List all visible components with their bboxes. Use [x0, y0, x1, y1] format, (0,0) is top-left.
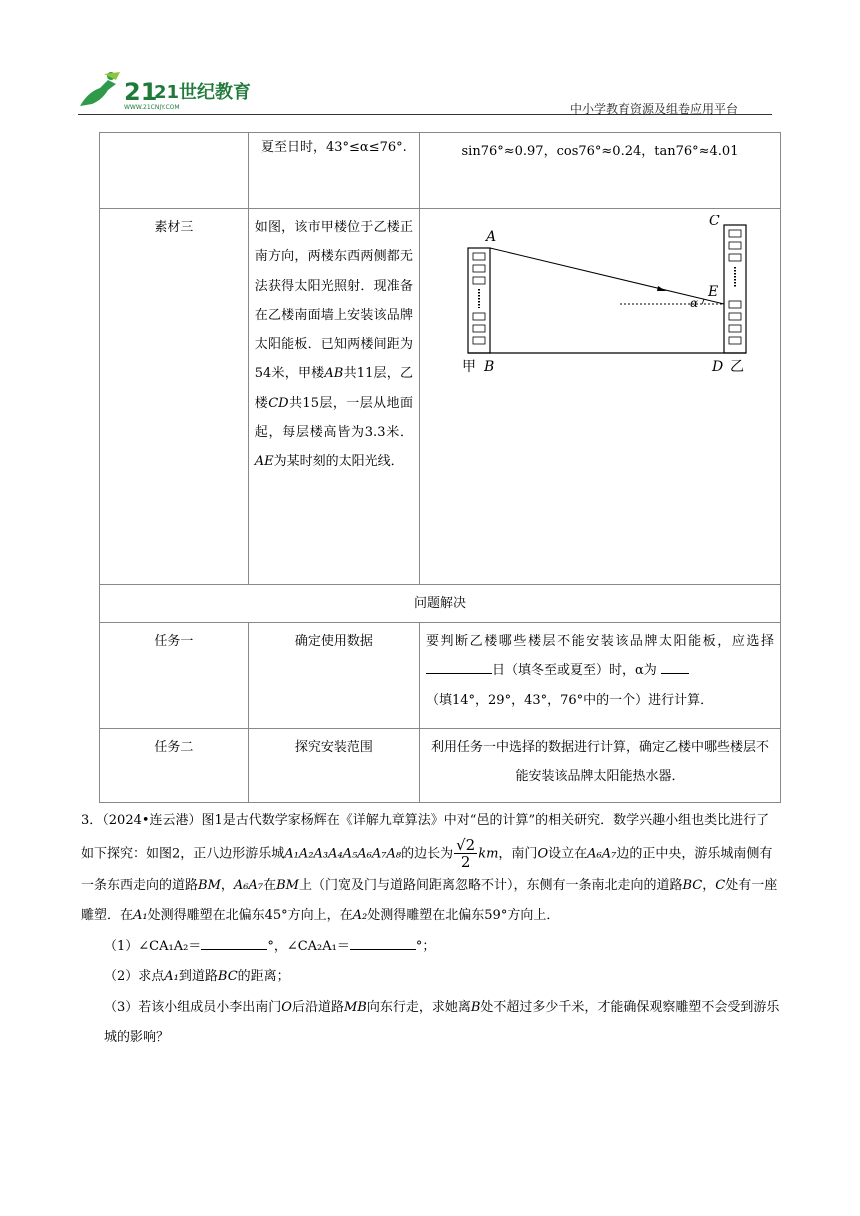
material-three-label: 素材三	[100, 209, 249, 585]
svg-text:D: D	[711, 359, 724, 375]
task-one-text: 要判断乙楼哪些楼层不能安装该品牌太阳能板，应选择 日（填冬至或夏至）时，α为 （填14°，29°，43°，76°中的一个）进行计算．	[419, 623, 780, 729]
problem-statement: 3．（2024•连云港）图1是古代数学家杨辉在《详解九章算法》中对“邑的计算”的相关研究．数学兴趣小组也类比进行了如下探究：如图2，正八边形游乐城A₁A₂A₃A₄A₅A₆A₇A₈的边长为 $\frac{√2}{2}$ km，南门O设立在A₆A₇边的正中央，游乐城南侧有一条东西走向的道路BM，A₆A₇在BM上（门宽及门与道路间距离忽略不计），东侧有一条南北走向的道路BC，C处有一座雕塑．在A₁处测得雕塑在北偏东45°方向上，在A₂处测得雕塑在北偏东59°方向上．	[81, 813, 778, 924]
question-one: （1）∠CA₁A₂＝ °，∠CA₂A₁＝ °；	[104, 938, 436, 954]
trig-values: sin76°≈0.97，cos76°≈0.24，tan76°≈4.01	[419, 133, 780, 209]
table-row	[100, 133, 781, 209]
svg-text:乙: 乙	[729, 359, 744, 375]
answer-blank[interactable]	[426, 672, 492, 674]
table-row	[100, 209, 781, 585]
side-length-fraction: $\frac{√2}{2}$	[456, 835, 476, 872]
task-two-label: 任务二	[100, 729, 249, 803]
section-title: 问题解决	[100, 585, 781, 623]
logo	[78, 70, 258, 110]
svg-text:C: C	[708, 215, 720, 229]
task-one-label: 任务一	[100, 623, 249, 729]
task-one-title: 确定使用数据	[248, 623, 419, 729]
page-header	[78, 66, 772, 116]
question-three: （3）若该小组成员小李出南门O后沿道路MB向东行走，求她离B处不超过多少千米，才能确保观察雕塑不会受到游乐城的影响？	[104, 999, 780, 1046]
table-row	[100, 729, 781, 803]
task-two-text: 利用任务一中选择的数据进行计算，确定乙楼中哪些楼层不能安装该品牌太阳能热水器．	[419, 729, 780, 803]
svg-text:甲: 甲	[461, 359, 476, 375]
table-row	[100, 623, 781, 729]
task-two-title: 探究安装范围	[248, 729, 419, 803]
answer-blank[interactable]	[201, 948, 267, 950]
building-figure-cell	[419, 209, 780, 585]
header-rule	[78, 114, 772, 115]
table-row	[100, 585, 781, 623]
svg-text:B: B	[483, 359, 495, 375]
platform-name: 中小学教育资源及组卷应用平台	[569, 102, 738, 116]
summer-condition: 夏至日时，43°≤α≤76°.	[248, 133, 419, 209]
building-diagram	[444, 215, 774, 375]
material-table	[99, 132, 781, 803]
svg-text:E: E	[707, 284, 719, 300]
answer-blank[interactable]	[661, 672, 689, 674]
svg-text:21世纪教育: 21世纪教育	[154, 82, 252, 103]
svg-text:21: 21	[124, 78, 158, 106]
question-two: （2）求点A₁到道路BC的距离；	[104, 969, 290, 985]
problem-three	[81, 806, 781, 1054]
svg-text:WWW.21CNJY.COM: WWW.21CNJY.COM	[124, 104, 180, 110]
svg-text:α: α	[689, 296, 699, 310]
material-three-text: 如图，该市甲楼位于乙楼正南方向，两楼东西两侧都无法获得太阳光照射．现准备在乙楼南面墙上安装该品牌太阳能板．已知两楼间距为54米，甲楼AB共11层，乙楼CD共15层，一层从地面起，每层楼高皆为3.3米．AE为某时刻的太阳光线．	[248, 209, 419, 585]
answer-blank[interactable]	[350, 948, 416, 950]
svg-text:A: A	[485, 229, 497, 245]
